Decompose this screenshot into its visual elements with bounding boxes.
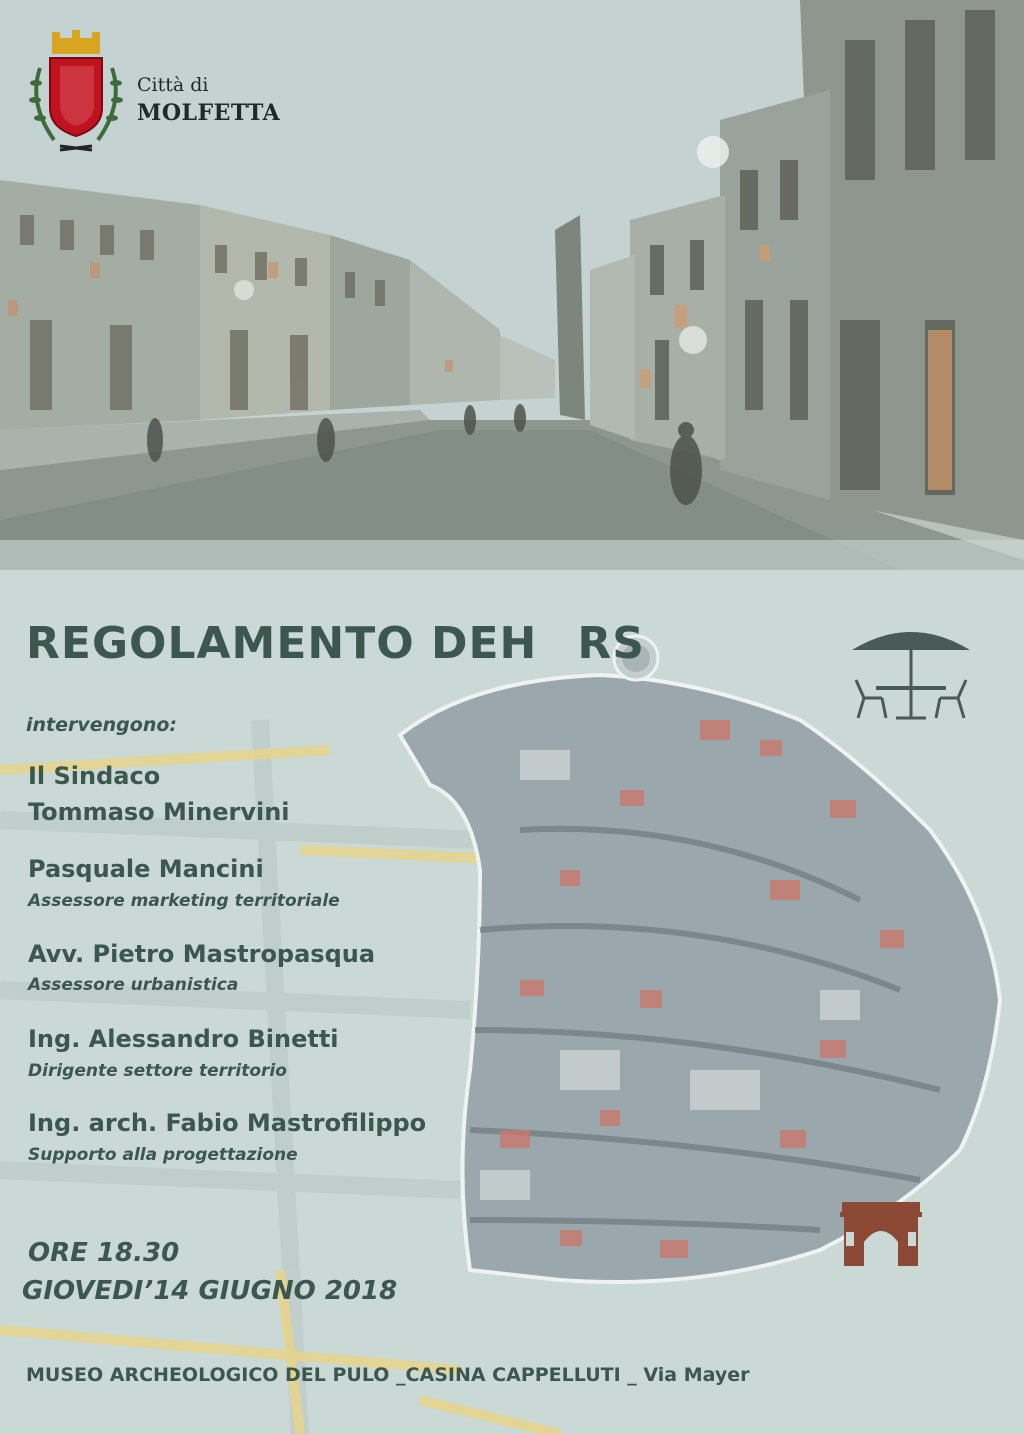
event-venue: MUSEO ARCHEOLOGICO DEL PULO _CASINA CAPPELLUTI _ Via Mayer xyxy=(26,1364,750,1386)
speaker-5-name: Ing. arch. Fabio Mastrofilippo xyxy=(28,1109,427,1137)
speaker-2-name: Pasquale Mancini xyxy=(28,855,264,883)
speaker-1-role: Tommaso Minervini xyxy=(28,798,290,826)
speaker-3-role: Assessore urbanistica xyxy=(28,975,239,995)
historic-street-photo xyxy=(0,0,1024,570)
speaker-5-role: Supporto alla progettazione xyxy=(28,1145,298,1165)
event-title xyxy=(26,618,645,669)
umbrella-table-icon xyxy=(846,622,976,722)
museum-arch-icon xyxy=(838,1198,924,1268)
coat-of-arms-icon xyxy=(20,28,140,158)
event-time: ORE 18.30 xyxy=(28,1238,180,1268)
speaker-4-role: Dirigente settore territorio xyxy=(28,1061,287,1081)
speaker-3-name: Avv. Pietro Mastropasqua xyxy=(28,940,376,968)
title-part-2: RS xyxy=(577,618,645,669)
city-name: MOLFETTA xyxy=(137,100,281,126)
speaker-1-name: Il Sindaco xyxy=(28,762,161,790)
title-part-1: REGOLAMENTO DEH xyxy=(26,618,538,669)
intro-label: intervengono: xyxy=(26,714,178,736)
speaker-4-name: Ing. Alessandro Binetti xyxy=(28,1025,339,1053)
event-date: GIOVEDI’14 GIUGNO 2018 xyxy=(22,1276,398,1306)
speaker-2-role: Assessore marketing territoriale xyxy=(28,891,340,911)
city-prefix: Città di xyxy=(137,74,209,96)
